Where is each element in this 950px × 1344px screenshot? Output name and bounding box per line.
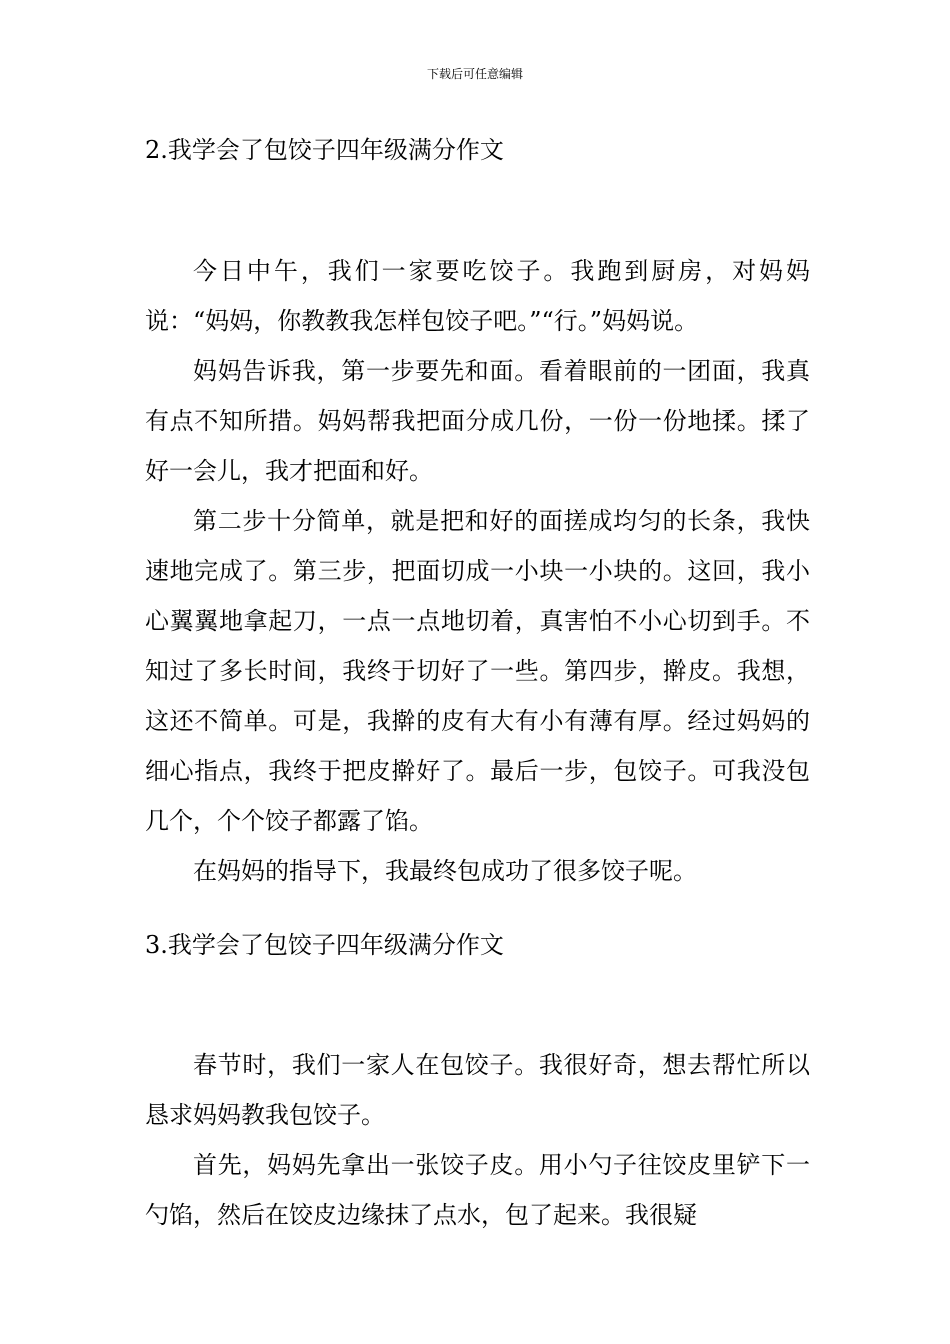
paragraph: 妈妈告诉我，第一步要先和面。看着眼前的一团面，我真有点不知所措。妈妈帮我把面分成几份，一份一份地揉。揉了好一会儿，我才把面和好。: [145, 357, 810, 485]
header-note: 下载后可任意编辑: [426, 67, 523, 81]
essay-body: [145, 1040, 810, 1240]
paragraph: 第二步十分简单，就是把和好的面搓成均匀的长条，我快速地完成了。第三步，把面切成一小块一小块的。这回，我小心翼翼地拿起刀，一点一点地切着，真害怕不小心切到手。不知过了多长时间，我终于切好了一些。第四步，擀皮。我想，这还不简单。可是，我擀的皮有大有小有薄有厚。经过妈妈的细心指点，我终于把皮擀好了。最后一步，包饺子。可我没包几个，个个饺子都露了馅。: [145, 507, 810, 835]
essay-section-3: [145, 925, 810, 1240]
paragraph: 今日中午，我们一家要吃饺子。我跑到厨房，对妈妈说：“妈妈，你教教我怎样包饺子吧。”“行。”妈妈说。: [145, 257, 810, 335]
essay-title: 2.我学会了包饺子四年级满分作文: [145, 136, 504, 164]
essay-section-2: [145, 130, 810, 896]
paragraph: 春节时，我们一家人在包饺子。我很好奇，想去帮忙所以恳求妈妈教我包饺子。: [145, 1051, 810, 1129]
paragraph: 在妈妈的指导下，我最终包成功了很多饺子呢。: [193, 857, 697, 885]
essay-title: 3.我学会了包饺子四年级满分作文: [145, 931, 504, 959]
essay-body: [145, 246, 810, 896]
paragraph: 首先，妈妈先拿出一张饺子皮。用小勺子往饺皮里铲下一勺馅，然后在饺皮边缘抹了点水，包了起来。我很疑: [145, 1151, 810, 1229]
